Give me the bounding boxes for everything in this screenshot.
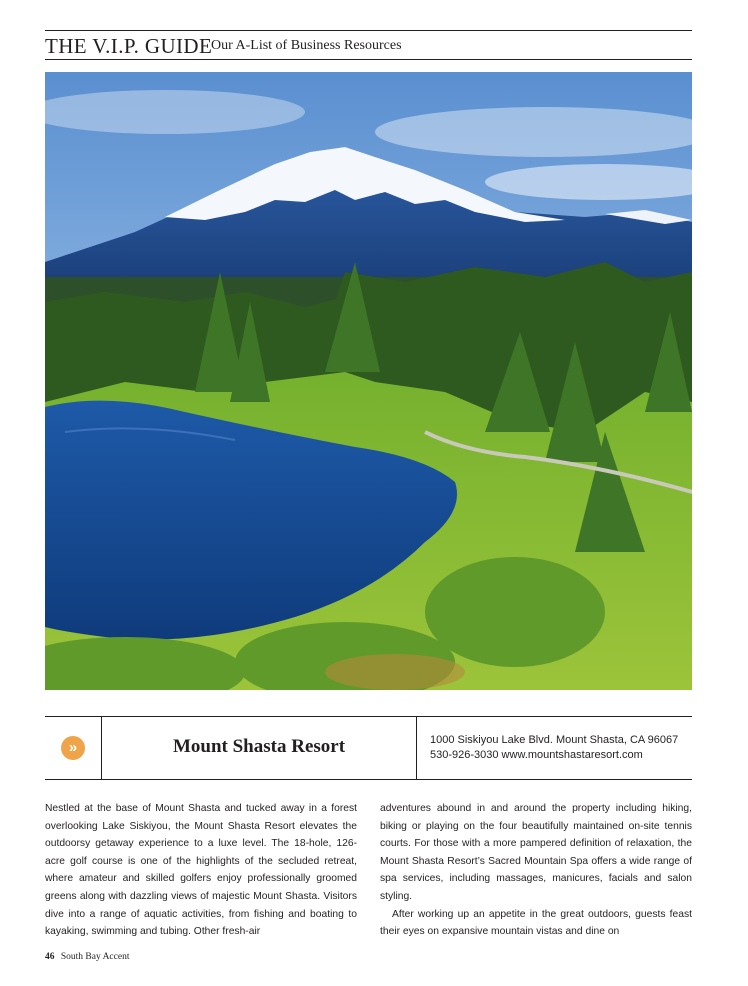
listing-name-cell — [102, 717, 417, 779]
article-column-right — [380, 800, 692, 941]
article-column-left — [45, 800, 357, 941]
resort-photo — [45, 72, 692, 690]
listing-phone-web: 530-926-3030 www.mountshastaresort.com — [430, 749, 643, 761]
double-chevron-icon: » — [61, 736, 85, 760]
listing-bar — [45, 716, 692, 780]
page-number: 46 — [45, 952, 55, 962]
article-paragraph: After working up an appetite in the great outdoors, guests feast their eyes on expansive mountain vistas and dine on — [380, 908, 692, 938]
section-subtitle: Our A-List of Business Resources — [211, 38, 402, 53]
listing-badge-cell — [45, 717, 102, 779]
listing-address: 1000 Siskiyou Lake Blvd. Mount Shasta, CA 96067 — [430, 734, 679, 746]
article-paragraph: Nestled at the base of Mount Shasta and tucked away in a forest overlooking Lake Siskiyou, the Mount Shasta Resort elevates the outdoorsy getaway experience to a luxe level. The 18-hole, 126-acre golf course is one of the highlights of the secluded retreat, where amateur and skilled golfers enjoy professionally groomed greens along with dazzling views of majestic Mount Shasta. Visitors dive into a range of aquatic activities, from fishing and boating to kayaking, swimming and tubing. Other fresh-air — [45, 803, 357, 938]
page-header — [45, 30, 692, 60]
article-paragraph: adventures abound in and around the property including hiking, biking or playing on the four beautifully maintained on-site tennis courts. For those with a more pampered definition of relaxation, the Mount Shasta Resort’s Sacred Mountain Spa offers a wide range of spa services, including massages, manicures, facials and salon styling. — [380, 803, 692, 902]
page-footer — [45, 952, 129, 962]
section-title: THE V.I.P. GUIDE — [45, 34, 213, 58]
publication-name: South Bay Accent — [60, 952, 130, 962]
listing-name: Mount Shasta Resort — [172, 736, 346, 757]
listing-contact — [430, 733, 678, 763]
